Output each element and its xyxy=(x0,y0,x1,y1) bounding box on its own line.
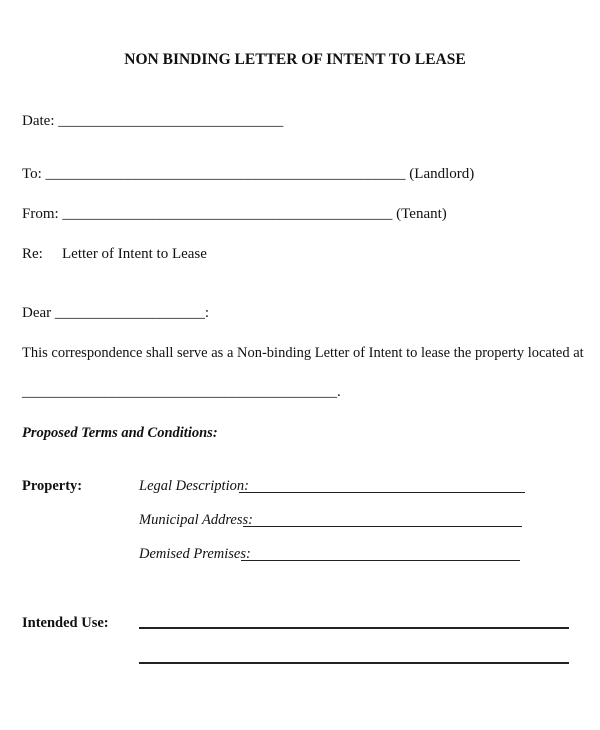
from-tenant-line: From: ____________________________________________ (Tenant) xyxy=(22,206,447,222)
property-label: Property: xyxy=(22,478,83,494)
salutation-line: Dear ____________________: xyxy=(22,305,210,321)
municipal-address-blank xyxy=(243,526,522,527)
to-landlord-line: To: ________________________________________________ (Landlord) xyxy=(22,166,475,182)
section-heading: Proposed Terms and Conditions: xyxy=(22,425,218,441)
address-line: __________________________________________. xyxy=(22,384,341,400)
intended-use-blank-1 xyxy=(139,627,569,629)
re-label: Re: xyxy=(22,246,43,262)
re-subject: Letter of Intent to Lease xyxy=(62,246,207,262)
demised-premises-label: Demised Premises: xyxy=(139,546,251,562)
legal-description-label: Legal Description: xyxy=(139,478,249,494)
body-paragraph: This correspondence shall serve as a Non-binding Letter of Intent to lease the property located at xyxy=(22,345,584,361)
intended-use-blank-2 xyxy=(139,662,569,664)
date-line: Date: ______________________________ xyxy=(22,113,284,129)
municipal-address-label: Municipal Address: xyxy=(139,512,253,528)
intended-use-label: Intended Use: xyxy=(22,615,109,631)
demised-premises-blank xyxy=(241,560,520,561)
document-title: NON BINDING LETTER OF INTENT TO LEASE xyxy=(124,51,466,68)
legal-description-blank xyxy=(239,492,525,493)
